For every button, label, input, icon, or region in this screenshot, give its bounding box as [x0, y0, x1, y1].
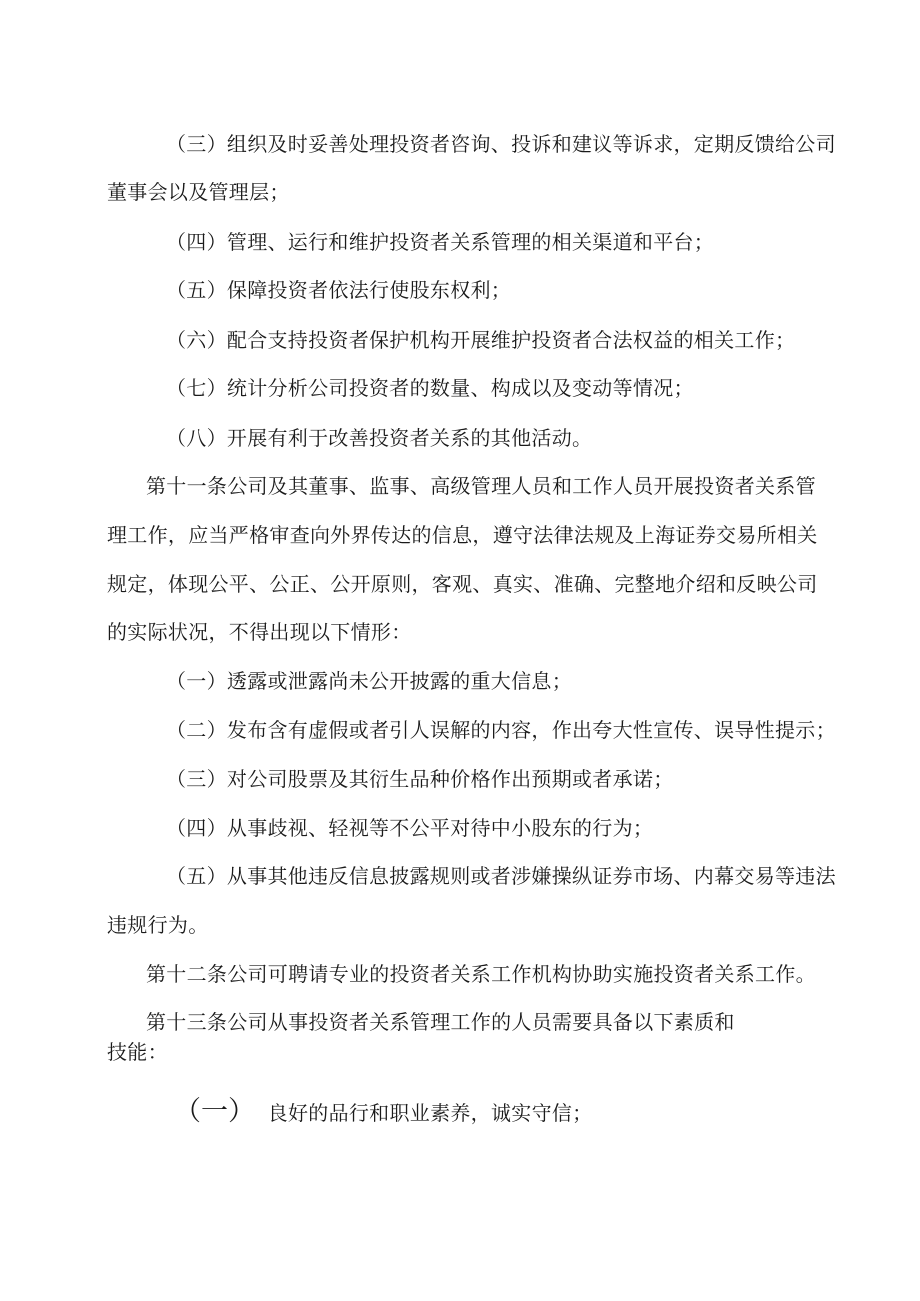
paragraph-line: （五）从事其他违反信息披露规则或者涉嫌操纵证券市场、内幕交易等违法	[166, 864, 836, 888]
paragraph-line: （三）对公司股票及其衍生品种价格作出预期或者承诺；	[166, 767, 674, 791]
paragraph-line: 的实际状况，不得出现以下情形：	[107, 620, 412, 644]
paragraph-line: 第十三条公司从事投资者关系管理工作的人员需要具备以下素质和	[146, 1010, 735, 1034]
paragraph-line: （六）配合支持投资者保护机构开展维护投资者合法权益的相关工作；	[166, 328, 796, 352]
paragraph-line: 董事会以及管理层；	[107, 180, 290, 204]
paragraph-line: （四）管理、运行和维护投资者关系管理的相关渠道和平台；	[166, 230, 715, 254]
paragraph-line: 理工作，应当严格审查向外界传达的信息，遵守法律法规及上海证券交易所相关	[107, 523, 818, 547]
paragraph-line: 第十一条公司及其董事、监事、高级管理人员和工作人员开展投资者关系管	[146, 474, 816, 498]
paragraph-line: （二）发布含有虚假或者引人误解的内容，作出夸大性宣传、误导性提示；	[166, 718, 836, 742]
paragraph-line: 第十二条公司可聘请专业的投资者关系工作机构协助实施投资者关系工作。	[146, 962, 816, 986]
paragraph-line: （八）开展有利于改善投资者关系的其他活动。	[166, 426, 593, 450]
paragraph-line: （五）保障投资者依法行使股东权利；	[166, 278, 512, 302]
paragraph-line: 违规行为。	[107, 913, 209, 937]
paragraph-line: （三）组织及时妥善处理投资者咨询、投诉和建议等诉求，定期反馈给公司	[166, 132, 836, 156]
list-item-text: 良好的品行和职业素养，诚实守信；	[267, 1101, 593, 1125]
paragraph-line: （四）从事歧视、轻视等不公平对待中小股东的行为；	[166, 816, 654, 840]
paragraph-line: （七）统计分析公司投资者的数量、构成以及变动等情况；	[166, 376, 694, 400]
list-marker: （一）	[174, 1096, 255, 1127]
list-item	[174, 1098, 592, 1127]
paragraph-line: （一）透露或泄露尚未公开披露的重大信息；	[166, 669, 572, 693]
paragraph-line: 技能：	[107, 1040, 168, 1064]
paragraph-line: 规定，体现公平、公正、公开原则，客观、真实、准确、完整地介绍和反映公司	[107, 572, 818, 596]
